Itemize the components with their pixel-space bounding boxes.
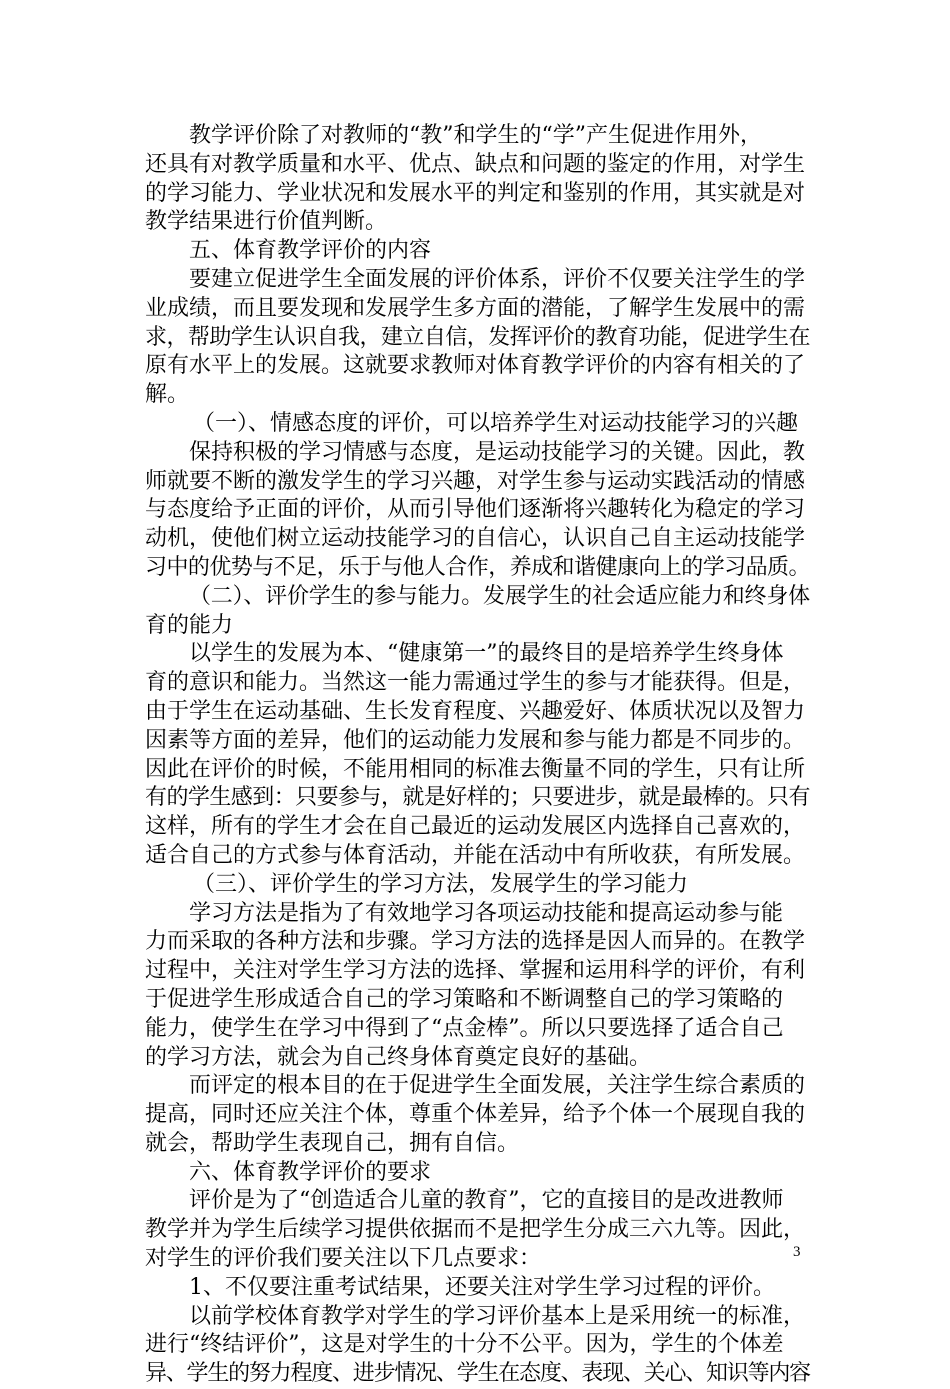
text-line: 过程中，关注对学生学习方法的选择、掌握和运用科学的评价，有利 bbox=[145, 958, 806, 984]
text-line: 动机，使他们树立运动技能学习的自信心，认识自己自主运动技能学 bbox=[145, 526, 806, 552]
text-line: 进行“终结评价”，这是对学生的十分不公平。因为，学生的个体差 bbox=[145, 1332, 784, 1358]
text-line: 因此在评价的时候，不能用相同的标准去衡量不同的学生，只有让所 bbox=[145, 756, 806, 782]
text-line: 异、学生的努力程度、进步情况、学生在态度、表现、关心、知识等内容 bbox=[145, 1361, 810, 1387]
text-line: 以学生的发展为本、“健康第一”的最终目的是培养学生终身体 bbox=[189, 641, 784, 667]
text-line: 教学并为学生后续学习提供依据而不是把学生分成三六九等。因此， bbox=[145, 1217, 806, 1243]
text-line: 力而采取的各种方法和步骤。学习方法的选择是因人而异的。在教学 bbox=[145, 929, 806, 955]
document-body bbox=[145, 122, 810, 1389]
text-line: 教学评价除了对教师的“教”和学生的“学”产生促进作用外， bbox=[189, 123, 762, 148]
text-line: 原有水平上的发展。这就要求教师对体育教学评价的内容有相关的了 bbox=[145, 353, 806, 379]
text-line: 而评定的根本目的在于促进学生全面发展，关注学生综合素质的 bbox=[189, 1073, 806, 1099]
text-line: （一）、情感态度的评价，可以培养学生对运动技能学习的兴趣 bbox=[193, 410, 799, 436]
text-line: 与态度给予正面的评价，从而引导他们逐渐将兴趣转化为稳定的学习 bbox=[145, 497, 806, 523]
text-line: 保持积极的学习情感与态度，是运动技能学习的关键。因此，教 bbox=[189, 439, 806, 465]
text-line: 有的学生感到：只要参与，就是好样的；只要进步，就是最棒的。只有 bbox=[145, 785, 810, 811]
text-line: 这样，所有的学生才会在自己最近的运动发展区内选择自己喜欢的， bbox=[145, 814, 806, 840]
text-line: 习中的优势与不足，乐于与他人合作，养成和谐健康向上的学习品质。 bbox=[145, 554, 810, 580]
text-line: 适合自己的方式参与体育活动，并能在活动中有所收获，有所发展。 bbox=[145, 842, 806, 868]
text-line: 能力，使学生在学习中得到了“点金棒”。所以只要选择了适合自己 bbox=[145, 1015, 784, 1041]
text-line: 解。 bbox=[145, 382, 190, 408]
text-line: 提高，同时还应关注个体，尊重个体差异，给予个体一个展现自我的 bbox=[145, 1102, 806, 1128]
text-line: 五、体育教学评价的内容 bbox=[189, 238, 432, 264]
text-line: 1、不仅要注重考试结果，还要关注对学生学习过程的评价。 bbox=[189, 1274, 775, 1300]
text-line: 以前学校体育教学对学生的学习评价基本上是采用统一的标准， bbox=[189, 1303, 806, 1329]
text-line: （二）、评价学生的参与能力。发展学生的社会适应能力和终身体 bbox=[189, 583, 810, 609]
text-line: 对学生的评价我们要关注以下几点要求： bbox=[145, 1246, 542, 1272]
text-line: 要建立促进学生全面发展的评价体系，评价不仅要关注学生的学 bbox=[189, 266, 806, 292]
text-line: 教学结果进行价值判断。 bbox=[145, 209, 388, 235]
text-line: 由于学生在运动基础、生长发育程度、兴趣爱好、体质状况以及智力 bbox=[145, 698, 806, 724]
text-line: 求，帮助学生认识自我，建立自信，发挥评价的教育功能，促进学生在 bbox=[145, 324, 810, 350]
text-line: 于促进学生形成适合自己的学习策略和不断调整自己的学习策略的 bbox=[145, 986, 784, 1012]
text-line: 的学习能力、学业状况和发展水平的判定和鉴别的作用，其实就是对 bbox=[145, 180, 806, 206]
text-line: 因素等方面的差异，他们的运动能力发展和参与能力都是不同步的。 bbox=[145, 727, 806, 753]
text-line: 业成绩，而且要发现和发展学生多方面的潜能，了解学生发展中的需 bbox=[145, 295, 806, 321]
text-line: 学习方法是指为了有效地学习各项运动技能和提高运动参与能 bbox=[189, 900, 784, 926]
text-line: 还具有对教学质量和水平、优点、缺点和问题的鉴定的作用，对学生 bbox=[145, 151, 806, 177]
text-line: 六、体育教学评价的要求 bbox=[189, 1159, 432, 1185]
text-line: 育的能力 bbox=[145, 612, 234, 638]
text-line: 就会，帮助学生表现自己，拥有自信。 bbox=[145, 1130, 520, 1156]
text-line: 育的意识和能力。当然这一能力需通过学生的参与才能获得。但是， bbox=[145, 670, 806, 696]
text-line: 师就要不断的激发学生的学习兴趣，对学生参与运动实践活动的情感 bbox=[145, 468, 806, 494]
text-line: 评价是为了“创造适合儿童的教育”，它的直接目的是改进教师 bbox=[189, 1188, 784, 1214]
page-number: 3 bbox=[793, 1244, 801, 1260]
text-line: 的学习方法，就会为自己终身体育奠定良好的基础。 bbox=[145, 1044, 652, 1070]
text-line: （三）、评价学生的学习方法，发展学生的学习能力 bbox=[193, 871, 689, 897]
